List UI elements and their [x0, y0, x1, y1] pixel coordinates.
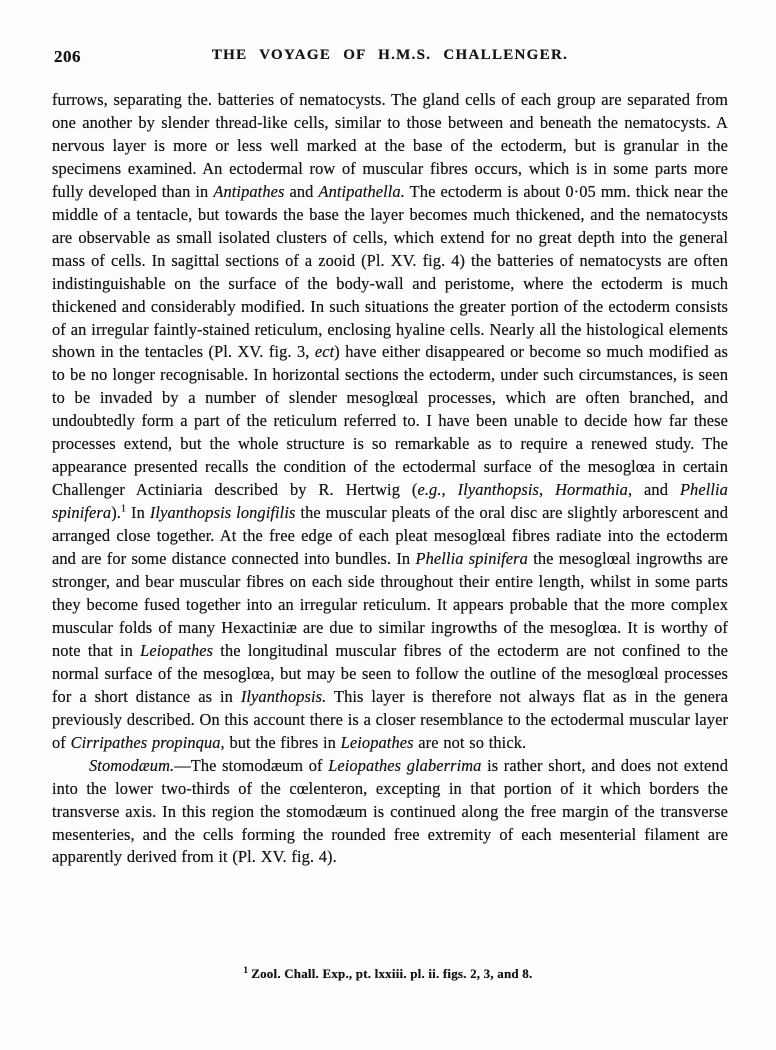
italic-text-run: Ilyanthopsis. — [240, 686, 327, 706]
text-run: furrows, separating the. batteries of nematocysts. The gland cells of each group are separated from one another by slender thread-like cells, similar to those between and beneath the nematocysts. A nervous layer is more or less well marked at the base of the ectoderm, but is granular in the specimens examined. An ectodermal row of muscular fibres occurs, which is in some parts more fully developed than in — [52, 90, 728, 201]
text-run: The ectoderm is about 0·05 mm. thick near the middle of a tentacle, but towards the base the layer becomes much thickened, and the nematocysts are observable as small isolated clusters of cells, which extend for no great depth into the general mass of cells. In sagittal sections of a zooid (Pl. XV. fig. 4) the batteries of nematocysts are often indistinguishable on the surface of the body-wall and peristome, where the ectoderm is much thickened and considerably modified. In such situations the greater portion of the ectoderm consists of an irregular faintly-stained reticulum, enclosing hyaline cells. Nearly all the histological elements shown in the tentacles (Pl. XV. fig. 3, — [52, 181, 728, 362]
text-run: , but the fibres in — [220, 732, 341, 752]
italic-text-run: Leiopathes glaberrima — [328, 755, 482, 775]
italic-text-run: Hormathia — [555, 480, 628, 500]
text-run: —The stomodæum of — [174, 755, 329, 775]
italic-text-run: Antipathes — [213, 181, 285, 201]
text-run: the muscular pleats of the oral disc are slightly arborescent and arranged close together. At the free edge of each pleat mesoglœal fibres radiate into the ectoderm and are for some distance connected into bundles. In — [52, 503, 728, 569]
text-run: the mesoglœal ingrowths are stronger, and bear muscular fibres on each side throughout their entire length, whilst in some parts they become fused together into an irregular reticulum. It appears probable that the more complex muscular folds of many Hexactiniæ are due to similar ingrowths of the mesoglœa. It is worthy of note that in — [52, 549, 729, 660]
italic-text-run: Ilyanthopsis — [457, 480, 539, 500]
page-header — [52, 47, 728, 69]
italic-text-run: Ilyanthopsis longifilis — [149, 503, 296, 523]
running-title: THE VOYAGE OF H.M.S. CHALLENGER. — [211, 47, 569, 63]
italic-text-run: Leiopathes — [340, 732, 414, 752]
text-run: and — [284, 181, 319, 201]
italic-text-run: Phellia spinifera — [415, 549, 528, 569]
footnote — [0, 966, 776, 982]
text-run: ). — [111, 503, 121, 523]
text-run: are not so thick. — [413, 732, 527, 752]
italic-text-run: Stomodæum. — [89, 755, 175, 775]
text-run: , and — [627, 480, 680, 500]
paragraph — [52, 89, 728, 755]
text-run: , — [441, 480, 458, 500]
page-body — [52, 89, 728, 869]
page-number: 206 — [54, 47, 81, 66]
text-run: is rather short, and does not extend into the lower two-thirds of the cœlenteron, excepting in that portion of it which borders the transverse axis. In this region the stomodæum is continued along the free margin of the transverse mesenteries, and the cells forming the rounded free extremity of each mesenterial filament are apparently derived from it (Pl. XV. fig. 4). — [52, 755, 729, 867]
text-run: In — [126, 503, 150, 523]
text-run: ) have either disappeared or become so much modified as to be no longer recognisable. In horizontal sections the ectoderm, under such circumstances, is seen to be invaded by a number of slender mesoglœal processes, which are often branched, and undoubtedly form a part of the reticulum referred to. I have been unable to decide how far these processes extend, but the whole structure is so remarkable as to require a renewed study. The appearance presented recalls the condition of the ectodermal surface of the mesoglœa in certain Challenger Actiniaria described by R. Hertwig ( — [52, 342, 729, 500]
italic-text-run: Leiopathes — [140, 640, 214, 660]
text-run: , — [539, 480, 556, 500]
footnote-marker: 1 — [243, 964, 249, 975]
italic-text-run: Cirripathes propinqua — [70, 732, 221, 752]
italic-text-run: e.g. — [417, 480, 442, 500]
footnote-text: Zool. Chall. Exp., pt. lxxiii. pl. ii. figs. 2, 3, and 8. — [251, 966, 533, 981]
text-run: the longitudinal muscular fibres of the ectoderm are not confined to the normal surface of the mesoglœa, but may be seen to follow the outline of the mesoglœal processes for a short distance as in — [52, 640, 728, 706]
text-run: This layer is therefore not always flat as in the genera previously described. On this account there is a closer resemblance to the ectodermal muscular layer of — [52, 686, 728, 752]
italic-text-run: Phellia spinifera — [52, 480, 728, 523]
italic-text-run: ect — [314, 342, 335, 362]
footnote-reference: 1 — [120, 503, 127, 515]
italic-text-run: Antipathella. — [318, 181, 405, 201]
paragraph — [52, 755, 728, 870]
